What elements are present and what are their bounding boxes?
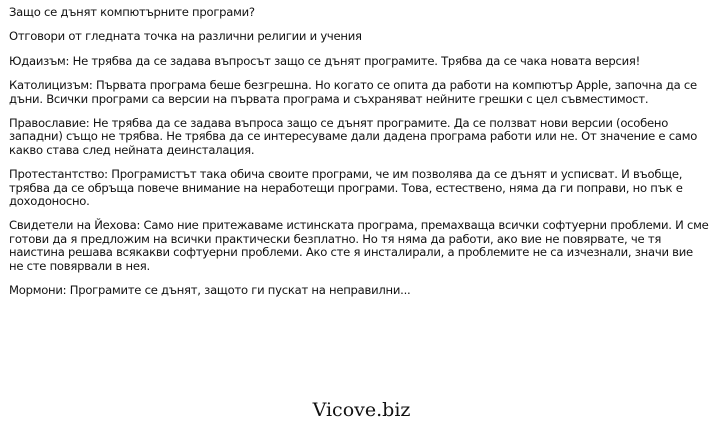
paragraph-jehovahs-witnesses: Свидетели на Йехова: Само ние притежаваме истинската програма, премахваща всички софтуерни проблеми. И сме готови да я предложим на всички практически безплатно. Но тя няма да работи, ако вие не повярвате, че тя наистина решава всякакви софтуерни проблеми. Ако сте я инсталирали, а проблемите не са изчезнали, значи вие не сте повярвали в нея. [9,218,709,273]
site-watermark: Vicove.biz [312,399,411,421]
paragraph-mormons: Мормони: Програмите се дънят, защото ги пускат на неправилни... [9,283,411,298]
paragraph-orthodoxy: Православие: Не трябва да се задава въпроса защо се дънят програмите. Да се ползват нови версии (особено западни) също не трябва. Не трябва да се интересуваме дали дадена програма работи или не. От значение е само какво става след нейната деинсталация. [9,116,698,157]
paragraph-protestantism: Протестантство: Програмистът така обича своите програми, че им позволява да се дънят и усписват. И въобще, трябва да се обръща повече внимание на неработещи програми. Това, естествено, няма да ги поправи, но пък е доходоносно. [9,167,683,209]
joke-document [9,6,709,309]
paragraph-judaism: Юдаизъм: Не трябва да се задава въпросът защо се дънят програмите. Трябва да се чака новата версия! [9,53,641,68]
paragraph-catholicism: Католицизъм: Първата програма беше безгрешна. Но когато се опита да работи на компютър Apple, започна да се дъни. Всички програми са версии на първата програма и съхраняват нейните грешки с цел съвместимост. [9,78,697,106]
document-subtitle: Отговори от гледната точка на различни религии и учения [9,29,362,44]
document-title: Защо се дънят компютърните програми? [9,5,255,19]
